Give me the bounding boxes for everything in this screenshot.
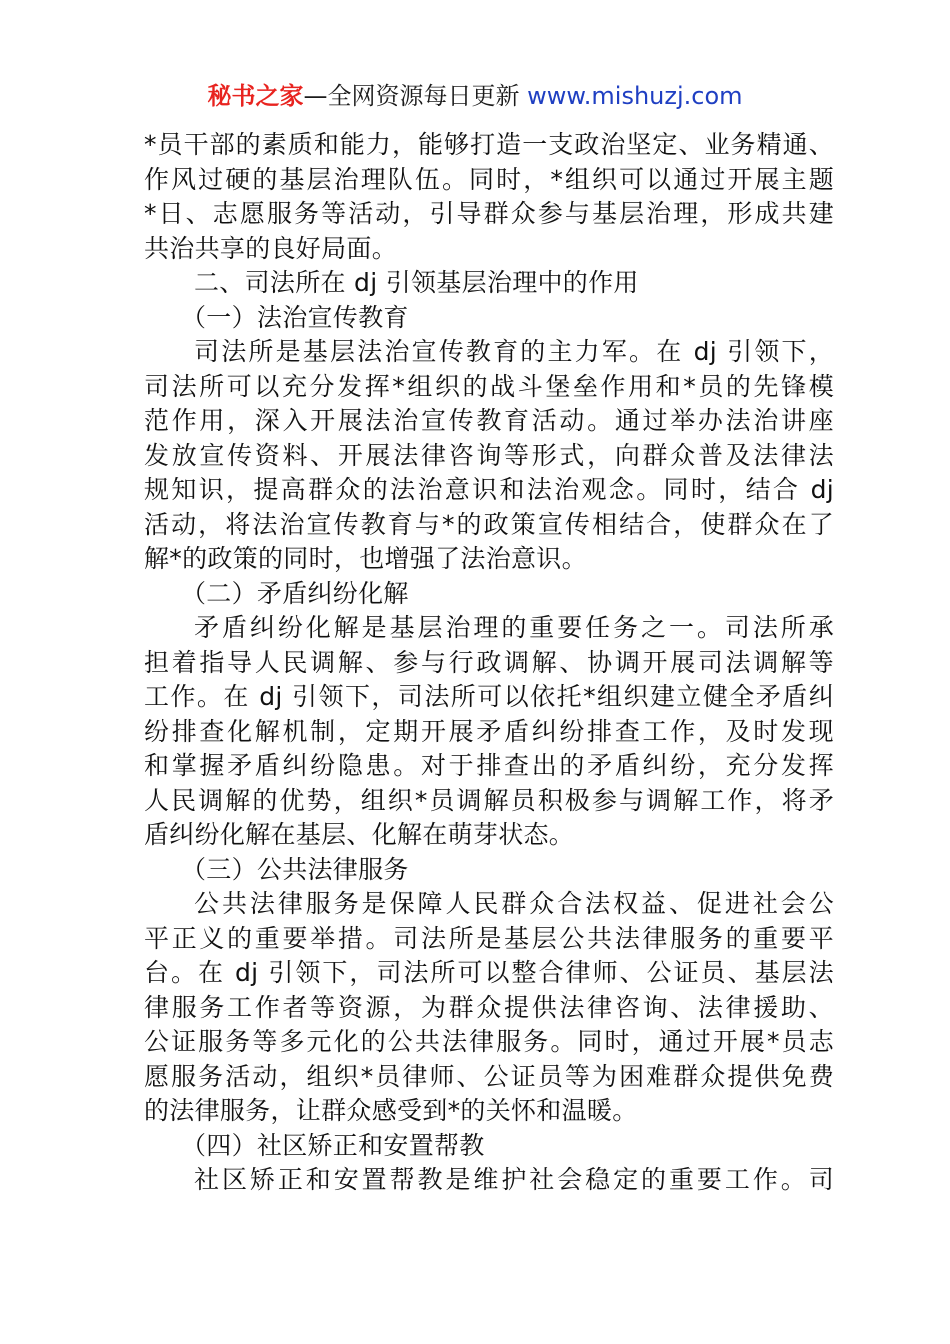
text-line: 工作。在 dj 引领下，司法所可以依托*组织建立健全矛盾纠 [144, 682, 834, 711]
text-line: 发放宣传资料、开展法律咨询等形式，向群众普及法律法 [144, 440, 834, 470]
text-line: *日、志愿服务等活动，引导群众参与基层治理，形成共建 [144, 199, 834, 228]
text-line: 律服务工作者等资源，为群众提供法律咨询、法律援助、 [144, 992, 834, 1022]
subsection-heading: （三）公共法律服务 [181, 854, 409, 884]
text-line: 作风过硬的基层治理队伍。同时，*组织可以通过开展主题 [144, 164, 834, 194]
subsection-heading: （一）法治宣传教育 [181, 302, 409, 332]
paragraph-first-line: 矛盾纠纷化解是基层治理的重要任务之一。司法所承 [194, 613, 834, 642]
subsection-heading: （二）矛盾纠纷化解 [181, 578, 409, 608]
text-line: 担着指导人民调解、参与行政调解、协调开展司法调解等 [144, 647, 834, 677]
site-url-link[interactable]: www.mishuzj.com [527, 82, 743, 110]
text-line: 活动，将法治宣传教育与*的政策宣传相结合，使群众在了 [144, 509, 834, 539]
document-body [144, 128, 834, 1198]
text-line: 规知识，提高群众的法治意识和法治观念。同时，结合 dj [144, 475, 834, 504]
site-header [0, 80, 950, 112]
site-tagline: —全网资源每日更新 [303, 82, 528, 110]
section-heading: 二、司法所在 dj 引领基层治理中的作用 [194, 268, 639, 297]
text-line: 人民调解的优势，组织*员调解员积极参与调解工作，将矛 [144, 785, 834, 815]
text-line: 范作用，深入开展法治宣传教育活动。通过举办法治讲座 [144, 406, 834, 435]
text-line: 纷排查化解机制，定期开展矛盾纠纷排查工作，及时发现 [144, 716, 834, 746]
text-line: 的法律服务，让群众感受到*的关怀和温暖。 [144, 1096, 638, 1125]
text-line: 台。在 dj 引领下，司法所可以整合律师、公证员、基层法 [144, 958, 834, 987]
subsection-heading: （四）社区矫正和安置帮教 [181, 1130, 485, 1160]
text-line: 公证服务等多元化的公共法律服务。同时，通过开展*员志 [144, 1027, 834, 1056]
paragraph-first-line: 司法所是基层法治宣传教育的主力军。在 dj 引领下， [194, 337, 834, 366]
text-line: *员干部的素质和能力，能够打造一支政治坚定、业务精通、 [144, 130, 834, 159]
text-line: 愿服务活动，组织*员律师、公证员等为困难群众提供免费 [144, 1061, 834, 1091]
text-line: 司法所可以充分发挥*组织的战斗堡垒作用和*员的先锋模 [144, 371, 834, 401]
paragraph-first-line: 公共法律服务是保障人民群众合法权益、促进社会公 [194, 889, 834, 918]
site-brand: 秘书之家 [207, 82, 304, 110]
text-line: 盾纠纷化解在基层、化解在萌芽状态。 [144, 820, 575, 849]
text-line: 共治共享的良好局面。 [144, 233, 398, 263]
paragraph-first-line: 社区矫正和安置帮教是维护社会稳定的重要工作。司 [194, 1165, 834, 1194]
text-line: 解*的政策的同时，也增强了法治意识。 [144, 544, 587, 573]
text-line: 和掌握矛盾纠纷隐患。对于排查出的矛盾纠纷，充分发挥 [144, 751, 834, 780]
text-line: 平正义的重要举措。司法所是基层公共法律服务的重要平 [144, 923, 834, 953]
